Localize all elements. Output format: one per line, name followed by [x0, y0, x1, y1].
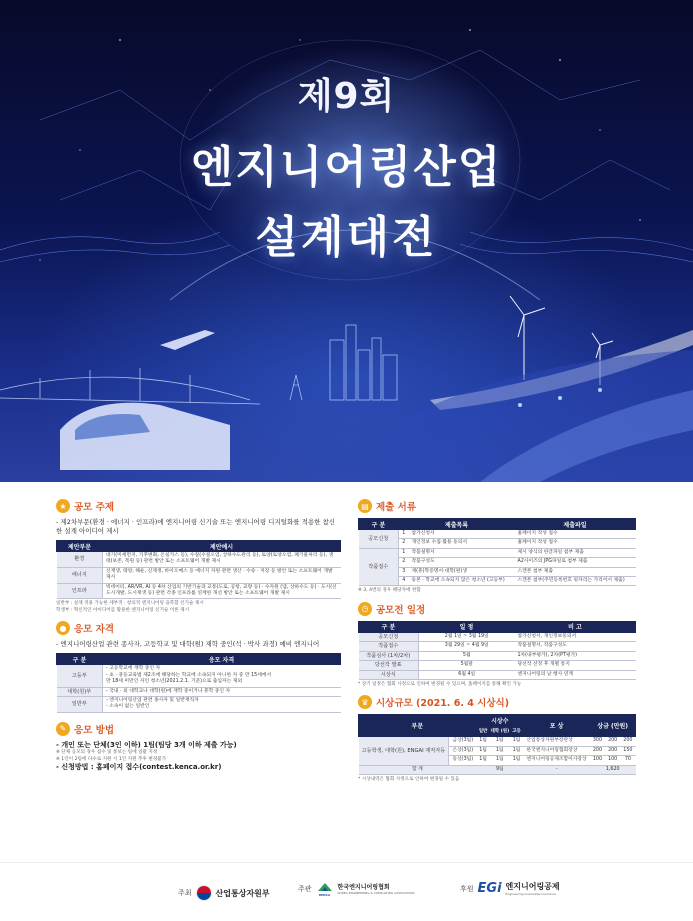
eligibility-category: 일반부 — [57, 697, 103, 713]
sponsor-label: 후원 — [460, 884, 474, 893]
method-note: ※ 1인이 2팀에 다수로 지원 시 1인 지원 추후 변경불가 — [56, 756, 167, 762]
schedule-col-header: 일 정 — [419, 621, 515, 632]
docs-item: 개인정보 수집·활용 동의서 — [409, 539, 515, 548]
docs-item: 재(휴)학증명서·대학(원)생 — [409, 567, 515, 576]
theme-example: 신재생, 태양, 해운, 신재생, 바이오매스 등 에너지 자원 관련 생산 · 수송 · 저장 등 방안 또는 소프트웨어 개발 제시 — [103, 567, 341, 583]
table-row — [57, 665, 341, 687]
table-row — [359, 651, 636, 660]
awards-count: 1팀 — [510, 756, 524, 765]
awards-subheader: 일반 — [476, 726, 490, 737]
kenca-abbr: KENCA — [318, 893, 331, 897]
kenca-logo — [316, 881, 334, 897]
awards-count: 1팀 — [490, 746, 510, 755]
theme-col-header: 제안부문 — [57, 541, 103, 552]
awards-grade: 은상(3팀) — [449, 746, 476, 755]
awards-subheader: 대학 (원) — [490, 726, 510, 737]
lightbulb-icon: ★ — [56, 499, 70, 513]
table-row — [359, 558, 636, 567]
awards-money: 150 — [620, 746, 635, 755]
awards-col-header: 상금 (만원) — [590, 715, 636, 737]
theme-description: - 제2차부문(환경 · 에너지 · 인프라)에 엔지니어링 신기술 또는 엔지니어링 디지털화를 적용한 참신한 설계 아이디어 제시 — [56, 518, 336, 535]
eligibility-line: 만 18세 미만인 자인 청소년(2021.2.1. 기준)으로 출입자는 제외 — [106, 679, 243, 685]
schedule-title: 공모전 일정 — [376, 604, 426, 616]
hero-title-block — [0, 68, 693, 265]
awards-count: 1팀 — [490, 737, 510, 746]
organizer-block — [298, 881, 415, 897]
awards-col-header: 시상수 — [476, 715, 523, 726]
table-row — [359, 661, 636, 670]
awards-count: 1팀 — [476, 756, 490, 765]
method-line: - 개인 또는 단체(3인 이하) 1팀(팀당 3개 이하 제출 가능) — [56, 740, 237, 749]
schedule-col-header: 구 분 — [359, 621, 419, 632]
awards-subheader: 고등 — [510, 726, 524, 737]
table-row — [57, 687, 341, 696]
docs-item: 작품설명서 — [409, 548, 515, 557]
table-row — [359, 530, 636, 539]
docs-number: 1 — [399, 530, 409, 539]
awards-count: 1팀 — [510, 746, 524, 755]
docs-file: 홈페이지 작성 접수 — [515, 530, 636, 539]
schedule-heading — [358, 601, 636, 617]
schedule-footnote: * 상기 일정은 협회 사정으로 인하여 변경될 수 있으며, 홈페이지를 통해 확인 가능 — [358, 681, 522, 687]
eligibility-title: 응모 자격 — [74, 624, 115, 636]
table-row — [57, 697, 341, 713]
awards-category: 고등학생, 대학(원), ENGAI 재직자등 — [359, 737, 449, 765]
table-row — [57, 583, 341, 599]
schedule-note: 참가신청서, 개인정보동의서 — [515, 632, 636, 641]
table-row — [359, 737, 636, 746]
table-row — [359, 567, 636, 576]
schedule-note: 1차(내부평가), 2차(PT평가) — [515, 651, 636, 660]
docs-file: 홈페이지 작성 접수 — [515, 539, 636, 548]
docs-col-header: 제출목록 — [399, 519, 515, 530]
awards-count: 1팀 — [476, 737, 490, 746]
method-heading — [56, 721, 341, 737]
method-title: 응모 방법 — [74, 724, 115, 736]
docs-heading — [358, 498, 636, 514]
schedule-note: 작품설명서, 작품구성도 — [515, 642, 636, 651]
table-row — [57, 552, 341, 568]
awards-heading — [358, 694, 636, 710]
docs-number: 4 — [399, 577, 409, 586]
sponsor-block — [460, 881, 560, 896]
table-row-total — [359, 765, 636, 774]
host-block — [178, 885, 270, 901]
government-emblem-icon — [196, 885, 212, 901]
awards-count: 1팀 — [490, 756, 510, 765]
schedule-table — [358, 621, 636, 680]
schedule-category: 작품접수 — [359, 642, 419, 651]
docs-category: 공모신청 — [359, 530, 399, 549]
theme-category: 환경 — [57, 552, 103, 568]
table-row — [359, 632, 636, 641]
schedule-category: 당선작 발표 — [359, 661, 419, 670]
schedule-note: 엔지니어링의 날 행사 연계 — [515, 670, 636, 679]
awards-prize-name: 산업통상자원부장관상 — [523, 737, 589, 746]
info-section — [0, 482, 693, 862]
schedule-date: 5월 — [419, 651, 515, 660]
sponsor-name-en: Engineering Guarantee Insurance — [505, 892, 557, 896]
eligibility-line: - 초 · 중등교육법 제2조에 해당하는 학교에 소속되지 아니한 자 중 만 15세에서 — [106, 672, 272, 678]
schedule-date: 5월말 — [419, 661, 515, 670]
theme-category: 에너지 — [57, 567, 103, 583]
awards-money: 200 — [590, 746, 605, 755]
awards-prize-name: 엔지니어링공제조합이사장상 — [523, 756, 589, 765]
eligibility-table — [56, 653, 341, 712]
theme-col-header: 제안예시 — [103, 541, 341, 552]
theme-example: 빅데이터, AR/VR, AI 등 4차 산업의 기반기술과 교통(도로, 공항, 교량 등) · 수자원 (댐, 상하수도 등) · 도시(신도시개발, 도시재생 등) 관련 각종 인프라를 연계한 개선 방안 또는 소프트웨어 개발 제시 — [103, 583, 341, 599]
awards-count: 1팀 — [510, 737, 524, 746]
eligibility-col-header: 응모 자격 — [103, 654, 341, 665]
docs-file: A2사이즈의 JPG파일로 첨부 제출 — [515, 558, 636, 567]
theme-title: 공모 주제 — [74, 502, 115, 513]
docs-col-header: 제출파일 — [515, 519, 636, 530]
theme-heading — [56, 498, 341, 514]
eligibility-line: - 국내 · 외 대학교나 대학(원)에 재학 중이거나 휴학 중인 자 — [106, 688, 231, 694]
awards-money: 70 — [620, 756, 635, 765]
egi-logo: EGi — [477, 881, 502, 896]
awards-money: 200 — [605, 737, 620, 746]
docs-title: 제출 서류 — [376, 502, 417, 513]
awards-grade: 동상(3팀) — [449, 756, 476, 765]
organizer-name-en: KOREA ENGINEERING & CONSULTING ASSOCIATION — [337, 890, 415, 895]
docs-item: 참가신청서 — [409, 530, 515, 539]
docs-category: 작품접수 — [359, 548, 399, 586]
schedule-category: 시상식 — [359, 670, 419, 679]
left-column — [56, 498, 341, 773]
docs-file: 제시 양식의 한글파일 첨부 제출 — [515, 548, 636, 557]
table-row — [57, 567, 341, 583]
awards-col-header: 부문 — [359, 715, 477, 737]
awards-total-prize: 1,620 — [590, 765, 636, 774]
theme-example: 대기(미세먼지, 기후변화, 온실가스 등), 수질(수질오염, 상하수도관리 등), 토양(토양오염, 폐기물처리 등), 생태(보존, 복원 등) 관련 방안 또는 소프트웨어 개발 제시 — [103, 552, 341, 568]
organizer-name: 한국엔지니어링협회 — [337, 883, 390, 891]
pencil-icon: ✎ — [56, 722, 70, 736]
trophy-icon: ♛ — [358, 695, 372, 709]
eligibility-heading — [56, 620, 341, 636]
organizer-label: 주관 — [298, 885, 312, 893]
theme-note: 일반부 : 실제 적용 가능한 세부적 · 창의적 엔지니어링 융복합 신기술 제시 — [56, 601, 204, 607]
theme-category: 인프라 — [57, 583, 103, 599]
eligibility-line: - 고등학교에 재학 중인 자 — [106, 666, 161, 672]
schedule-col-header: 비 고 — [515, 621, 636, 632]
table-row — [359, 670, 636, 679]
awards-money: 100 — [605, 756, 620, 765]
hero-subtitle: 설계대전 — [255, 212, 438, 263]
docs-number: 1 — [399, 548, 409, 557]
schedule-date: 2월 1일 ~ 3월 19일 — [419, 632, 515, 641]
awards-col-header: 포 상 — [523, 715, 589, 737]
method-apply-link[interactable]: - 신청방법 : 홈페이지 접수(contest.kenca.or.kr) — [56, 763, 222, 772]
docs-number: 2 — [399, 539, 409, 548]
schedule-category: 공모신청 — [359, 632, 419, 641]
awards-money: 200 — [620, 737, 635, 746]
kenca-logo-icon — [316, 881, 334, 893]
hero-title: 엔지니어링산업 — [190, 142, 503, 193]
awards-title: 시상규모 (2021. 6. 4 시상식) — [376, 698, 510, 710]
awards-prize-name: 한국엔지니어링협회장상 — [523, 746, 589, 755]
awards-money: 200 — [605, 746, 620, 755]
awards-count: 1팀 — [476, 746, 490, 755]
schedule-category: 작품심사 (1차/2차) — [359, 651, 419, 660]
awards-money: 100 — [590, 756, 605, 765]
docs-number: 2 — [399, 558, 409, 567]
edition-label: 제9회 — [297, 76, 396, 117]
host-label: 주최 — [178, 889, 192, 897]
eligibility-category: 고등부 — [57, 665, 103, 687]
awards-total-count: 9팀 — [476, 765, 523, 774]
right-column — [358, 498, 636, 784]
table-row — [359, 539, 636, 548]
eligibility-description: - 엔지니어링산업 관련 종사자, 고등학교 및 대학(원) 재학 중인(석 · 박사 과정) 예비 엔지니어 — [56, 640, 320, 649]
docs-file: 스캔본 첨부(주민등록번호 뒷자리는 가리어서 제출) — [515, 577, 636, 586]
docs-col-header: 구 분 — [359, 519, 399, 530]
document-icon: ▤ — [358, 499, 372, 513]
docs-item: 동본 · 학교에 소속되지 않은 청소년 (고등부) — [409, 577, 515, 586]
eligibility-category: 대학(원)부 — [57, 687, 103, 696]
table-row — [359, 577, 636, 586]
awards-table — [358, 714, 636, 775]
sponsor-name: 엔지니어링공제 — [505, 882, 560, 891]
table-row — [359, 642, 636, 651]
clock-icon: ◷ — [358, 602, 372, 616]
schedule-date: 6월 4일 — [419, 670, 515, 679]
person-icon: ● — [56, 621, 70, 635]
schedule-note: 당선작 선정 후 개별 통지 — [515, 661, 636, 670]
docs-note: ※ 3, 4번의 경우 해당자에 한함 — [358, 588, 421, 594]
docs-number: 3 — [399, 567, 409, 576]
eligibility-col-header: 구 분 — [57, 654, 103, 665]
theme-table — [56, 540, 341, 599]
eligibility-line: - 엔지니어링산업 관련 종사자 및 일반재직자 — [106, 698, 199, 704]
table-row — [359, 548, 636, 557]
docs-file: 스캔본 첨부 제출 — [515, 567, 636, 576]
awards-money: 300 — [590, 737, 605, 746]
method-note: ※ 단체 응모의 경우 접수 및 통보는 팀에 일괄 지정 — [56, 750, 158, 756]
awards-total-award: - — [523, 765, 589, 774]
eligibility-line: - 소속이 없는 일반인 — [106, 704, 150, 710]
awards-total-label: 합 계 — [359, 765, 477, 774]
footer — [0, 862, 693, 921]
awards-footnote: * 시상내역은 협회 사정으로 인하여 변경될 수 있음 — [358, 777, 460, 783]
docs-item: 작품구성도 — [409, 558, 515, 567]
schedule-date: 3월 29일 ~ 4월 9일 — [419, 642, 515, 651]
awards-grade: 금상(3팀) — [449, 737, 476, 746]
host-name: 산업통상자원부 — [215, 888, 270, 898]
theme-note: 학생부 : 혁신적인 아이디어를 활용한 엔지니어링 신기술 이론 제시 — [56, 607, 190, 613]
docs-table — [358, 518, 636, 586]
